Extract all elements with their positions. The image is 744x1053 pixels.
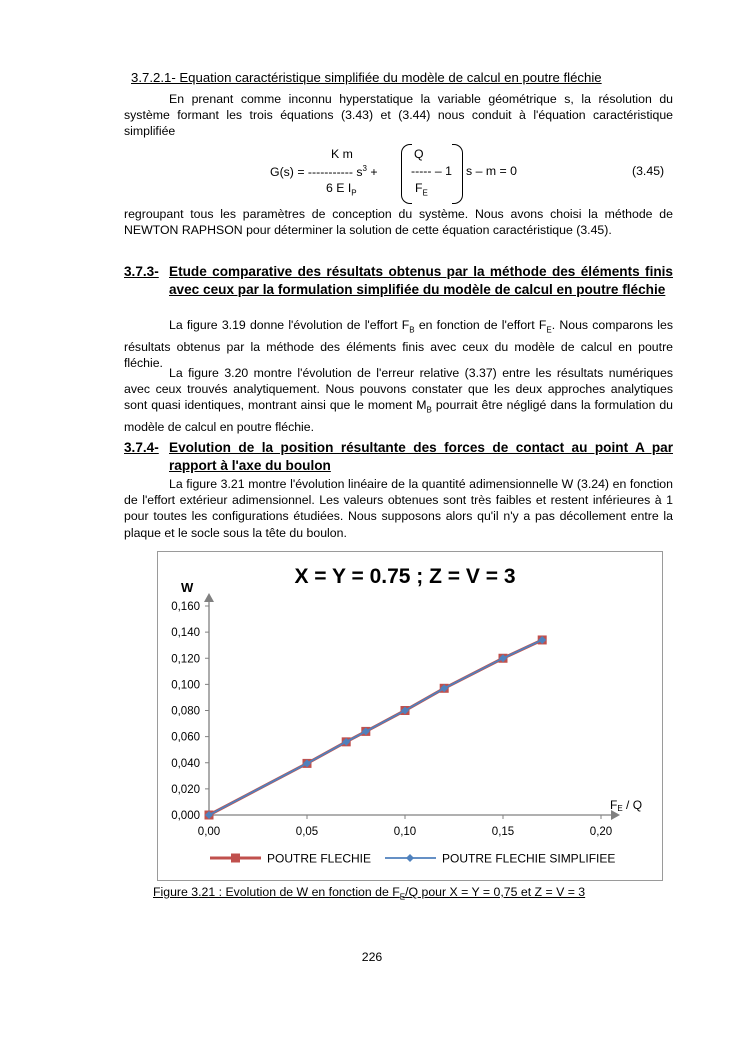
eq-den1-sub: P (351, 188, 357, 198)
eq-rhs: s – m = 0 (466, 164, 517, 178)
p5-text: La figure 3.21 montre l'évolution linéaire de la quantité adimensionnelle W (3.24) en fonction de l'effort extérieur adimensionnel. Les valeurs obtenues sont très faibles et restent inférieures à 1 pour toutes les configurations étudiées. Nous supposons alors qu'il n'y a pas décollement entre la plaque et le socle sous la tête du boulon. (124, 477, 673, 540)
eq-den2-text: F (415, 181, 423, 195)
p3-text-a: La figure 3.19 donne l'évolution de l'effort F (169, 318, 410, 332)
legend-label-poutre-flechie: POUTRE FLECHIE (267, 851, 372, 866)
chart-title: X = Y = 0.75 ; Z = V = 3 (294, 565, 516, 588)
y-tick-label: 0,100 (171, 679, 200, 692)
p4-text-a: La figure 3.20 montre l'évolution de l'erreur relative (3.37) entre les résultats numériques avec ceux trouvés analytiquement. Nous pouvons constater que les deux approches analytiques sont quasi identiques, montrant ainsi que le moment M (124, 366, 673, 413)
eq-numerator-q: Q (414, 147, 424, 161)
y-tick-label: 0,040 (171, 757, 200, 770)
paragraph-figure-3-21 (124, 476, 673, 541)
caption-text-a: Figure 3.21 : Evolution de W en fonction de F (153, 885, 400, 899)
figure-caption (153, 885, 585, 901)
x-tick-label: 0,10 (393, 826, 417, 838)
subsection-heading: 3.7.2.1- Equation caractéristique simplifiée du modèle de calcul en poutre fléchie (131, 70, 602, 85)
right-parenthesis (452, 144, 463, 204)
paragraph-intro (124, 91, 673, 140)
y-axis-label: W (181, 580, 194, 595)
paragraph-intro-text: En prenant comme inconnu hyperstatique la variable géométrique s, la résolution du système formant les trois équations (3.43) et (3.44) nous conduit à l'équation caractéristique simplifiée (124, 92, 673, 139)
y-tick-label: 0,080 (171, 705, 200, 718)
eq-numerator-km: K m (331, 147, 353, 161)
legend-marker-square (231, 854, 240, 863)
x-tick-label: 0,00 (197, 826, 221, 838)
legend-marker-diamond (406, 854, 414, 862)
caption-text-b: /Q pour X = Y = 0,75 et Z = V = 3 (405, 885, 586, 899)
chart-canvas (158, 552, 662, 880)
p3-text-c: . Nous comparons les résultats obtenus par la méthode des éléments finis avec ceux du modèle de calcul en poutre fléchie. (124, 318, 673, 370)
y-tick-label: 0,140 (171, 627, 200, 640)
section-title: Etude comparative des résultats obtenus par la méthode des éléments finis avec ceux par la formulation simplifiée du modèle de calcul en poutre fléchie (169, 264, 673, 297)
y-tick-label: 0,000 (171, 810, 200, 822)
p4-sub-b: B (426, 405, 432, 415)
eq-exponent: 3 (362, 164, 367, 173)
x-tick-label: 0,20 (589, 826, 613, 838)
eq-lhs-text: G(s) = ----------- s (270, 165, 363, 180)
eq-label: (3.45) (632, 164, 665, 178)
eq-lhs (270, 164, 378, 179)
x-tick-label: 0,05 (295, 826, 319, 838)
caption-sub: E (399, 892, 406, 902)
y-tick-label: 0,120 (171, 653, 200, 666)
y-tick-label: 0,060 (171, 731, 200, 744)
eq-plus: + (370, 165, 378, 180)
figure-3-21-chart (157, 551, 663, 881)
p4-text-b: pourrait être négligé dans la formulation du modèle de calcul en poutre fléchie. (124, 398, 673, 435)
section-heading-3-7-4 (124, 439, 673, 474)
paragraph-figure-3-19 (124, 317, 673, 371)
eq-denominator-fe (415, 181, 428, 197)
p3-sub-e: E (546, 325, 552, 335)
legend-label-poutre-flechie-simplifiee: POUTRE FLECHIE SIMPLIFIEE (442, 851, 616, 866)
y-tick-label: 0,020 (171, 783, 200, 796)
x-axis-label: FE / Q (610, 798, 643, 813)
y-tick-label: 0,160 (171, 601, 200, 613)
eq-denominator-6eip (326, 181, 357, 197)
p3-text-b: en fonction de l'effort F (414, 318, 547, 332)
eq-den1-text: 6 E I (326, 181, 352, 195)
section-number: 3.7.4- (124, 440, 159, 455)
y-axis-arrow (204, 593, 214, 602)
section-heading-3-7-3 (124, 263, 673, 298)
section-number: 3.7.3- (124, 264, 159, 279)
paragraph-figure-3-20 (124, 365, 673, 435)
x-tick-label: 0,15 (491, 826, 515, 838)
eq-den2-sub: E (422, 188, 428, 198)
section-title: Evolution de la position résultante des forces de contact au point A par rapport à l'axe du boulon (169, 440, 673, 473)
p3-sub-b: B (409, 325, 415, 335)
paragraph-newton: regroupant tous les paramètres de conception du système. Nous avons choisi la méthode de NEWTON RAPHSON pour déterminer la solution de cette équation caractéristique (3.45). (124, 207, 673, 238)
page-number: 226 (361, 950, 383, 964)
eq-fraction-term: ----- – 1 (411, 164, 452, 178)
